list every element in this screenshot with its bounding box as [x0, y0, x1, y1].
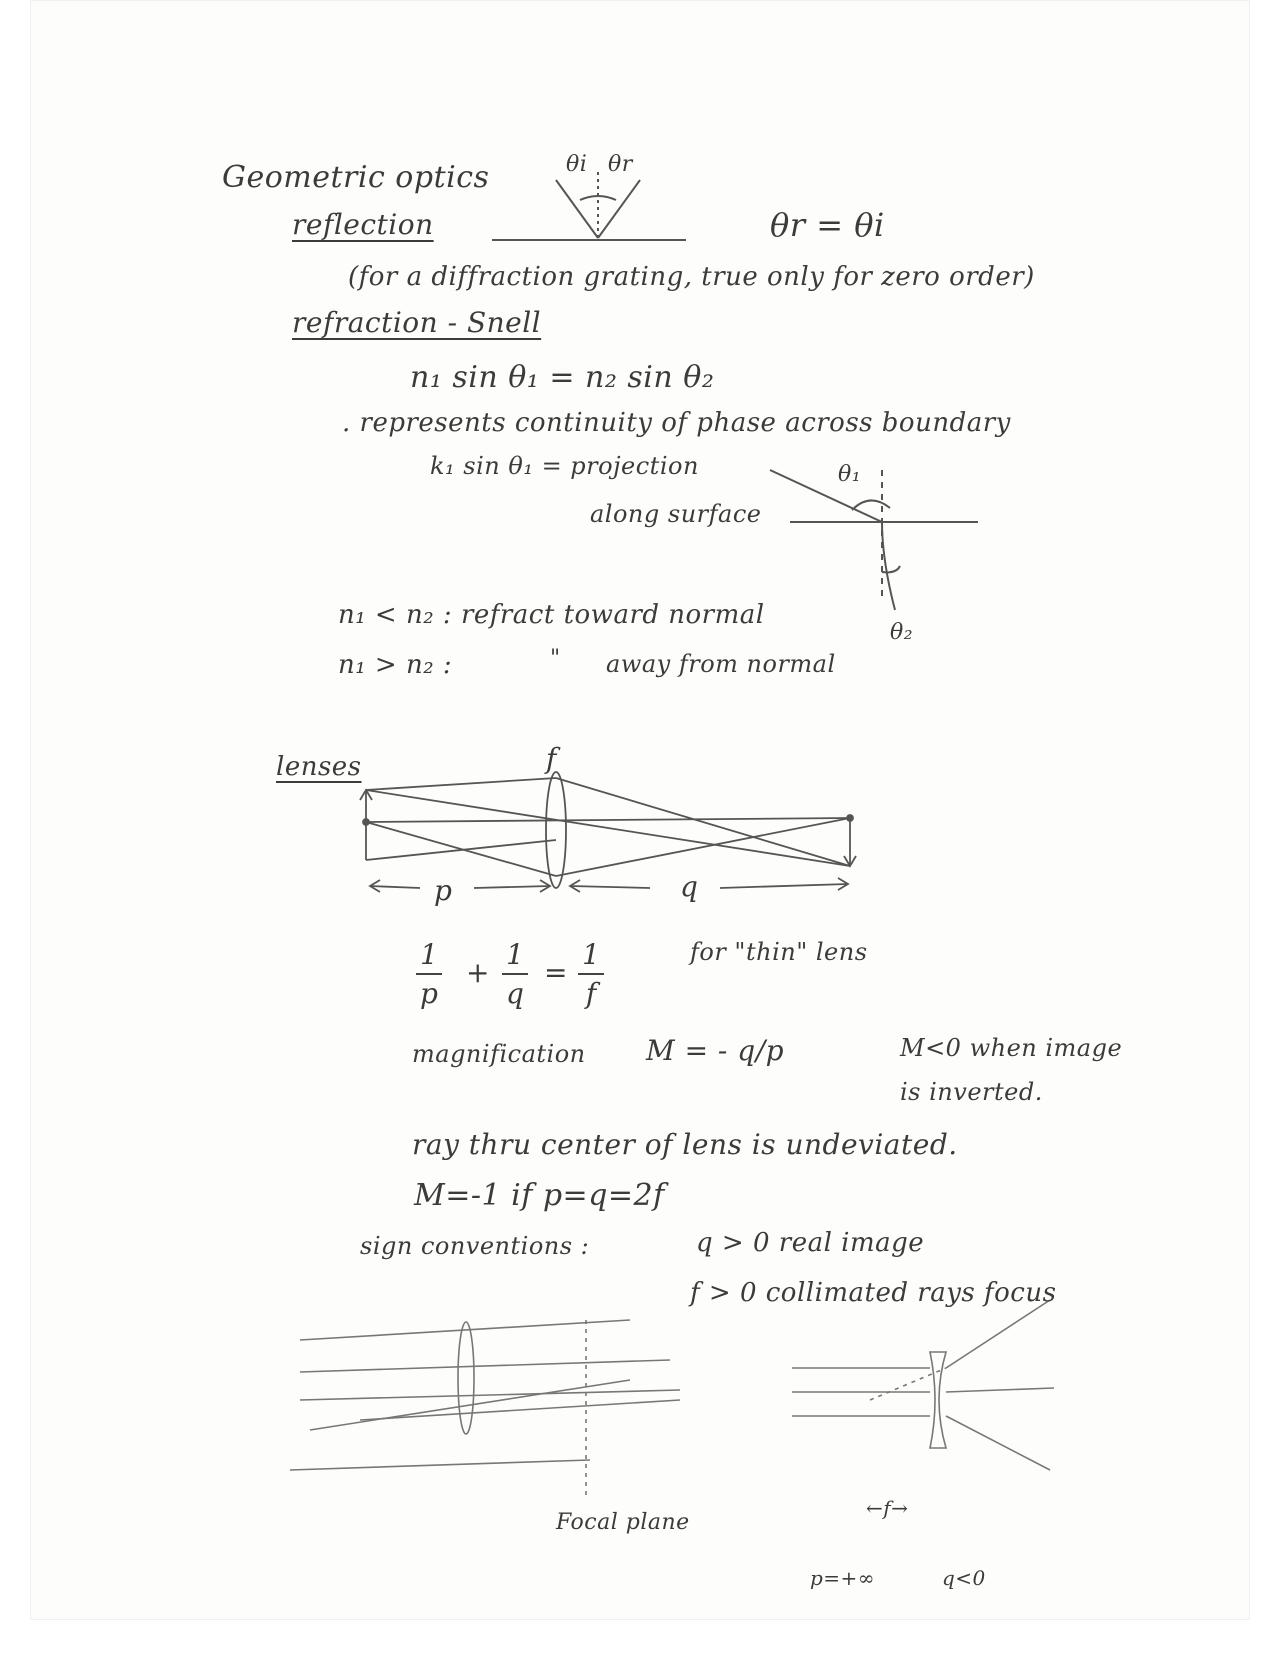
- m-minus-one-case: M=-1 if p=q=2f: [414, 1178, 665, 1213]
- projection-line-1: k₁ sin θ₁ = projection: [430, 452, 699, 480]
- refraction-case-2-rhs: away from normal: [606, 650, 836, 678]
- magnification-eq: M = - q/p: [646, 1034, 785, 1067]
- focal-plane-label: Focal plane: [556, 1510, 690, 1535]
- p-infinity-label: p=+∞: [810, 1566, 875, 1590]
- sign-convention-q: q > 0 real image: [696, 1228, 925, 1258]
- eq-term-f: 1 f: [576, 938, 606, 1010]
- converging-lens-diagram: [290, 1320, 680, 1500]
- lens-p-label: p: [434, 874, 453, 907]
- refraction-case-1: n₁ < n₂ : refract toward normal: [338, 600, 765, 630]
- eq-term-q: 1 q: [500, 938, 530, 1010]
- magnification-note-2: is inverted.: [900, 1078, 1043, 1106]
- reflection-law: θr = θi: [770, 206, 885, 244]
- sign-convention-f: f > 0 collimated rays focus: [690, 1278, 1057, 1308]
- thin-lens-note: for "thin" lens: [690, 938, 868, 966]
- sign-conventions-label: sign conventions :: [360, 1232, 590, 1260]
- notes-title: Geometric optics: [222, 160, 490, 195]
- lens-q-label: q: [680, 870, 699, 903]
- q-negative-label: q<0: [942, 1566, 986, 1590]
- diverging-lens-diagram: [792, 1300, 1054, 1470]
- eq-term-p: 1 p: [414, 938, 444, 1010]
- lens-f-label: f: [546, 742, 557, 775]
- reflection-note: (for a diffraction grating, true only for zero order): [348, 262, 1035, 292]
- refraction-case-2-ditto: ": [550, 646, 561, 671]
- refraction-diagram: [770, 470, 978, 610]
- center-ray-note: ray thru center of lens is undeviated.: [412, 1128, 958, 1161]
- notebook-page: [30, 0, 1250, 1620]
- snell-law: n₁ sin θ₁ = n₂ sin θ₂: [410, 360, 715, 395]
- refraction-note: . represents continuity of phase across boundary: [342, 408, 1011, 438]
- focal-length-arrow: ←f→: [866, 1496, 909, 1520]
- eq-equals: =: [544, 956, 568, 989]
- refraction-case-2-lhs: n₁ > n₂ :: [338, 650, 453, 680]
- refraction-fig-label-1: θ₁: [838, 462, 862, 487]
- eq-plus: +: [466, 956, 490, 989]
- sketch-layer: [30, 0, 1250, 1620]
- refraction-heading: refraction - Snell: [292, 306, 542, 339]
- reflection-fig-label-r: θr: [608, 152, 633, 177]
- projection-line-2: along surface: [590, 500, 762, 528]
- magnification-note-1: M<0 when image: [900, 1034, 1123, 1062]
- refraction-fig-label-2: θ₂: [890, 620, 914, 645]
- lenses-heading: lenses: [276, 752, 362, 782]
- reflection-fig-label-i: θi: [566, 152, 588, 177]
- reflection-heading: reflection: [292, 208, 434, 241]
- magnification-label: magnification: [412, 1040, 586, 1068]
- reflection-diagram: [492, 172, 686, 240]
